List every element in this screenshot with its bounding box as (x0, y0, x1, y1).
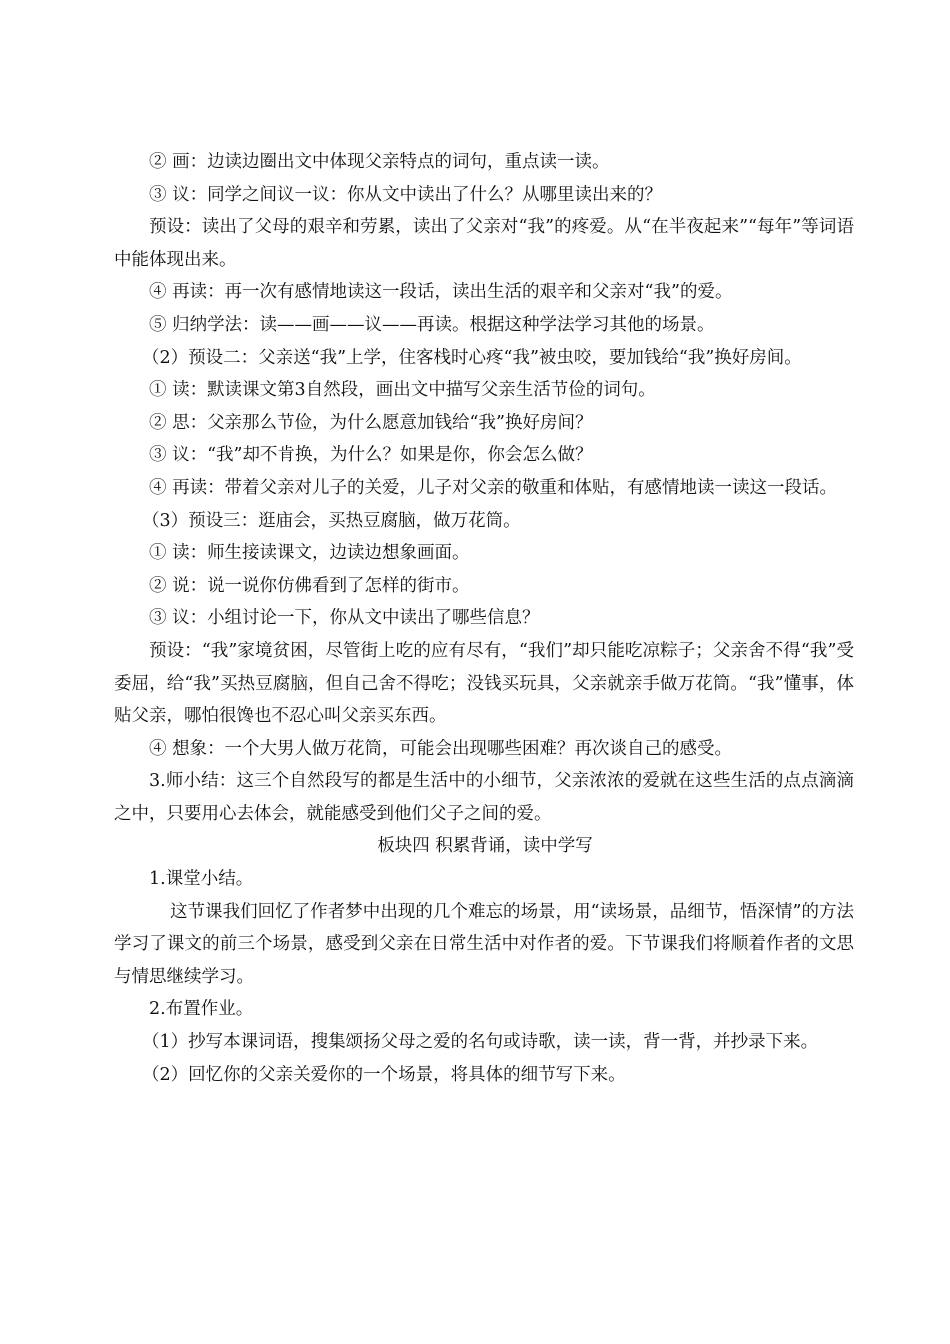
preset-three-say: ② 说：说一说你仿佛看到了怎样的街市。 (149, 575, 470, 596)
step-circle: ② 画：边读边圈出文中体现父亲特点的词句，重点读一读。 (149, 152, 610, 172)
preset-two: （2）预设二：父亲送“我”上学，住客栈时心疼“我”被虫咬，要加钱给“我”换好房间。 (142, 347, 802, 368)
preset-two-reread: ④ 再读：带着父亲对儿子的关爱，儿子对父亲的敬重和体贴，有感情地读一读这一段话。 (149, 477, 838, 498)
section-heading: 板块四 积累背诵，读中学写 (377, 836, 593, 857)
step-discuss: ③ 议：同学之间议一议：你从文中读出了什么？从哪里读出来的？ (149, 184, 663, 205)
homework-item-2: （2）回忆你的父亲关爱你的一个场景，将具体的细节写下来。 (142, 1064, 626, 1085)
homework-title: 2.布置作业。 (149, 999, 254, 1020)
step-reread: ④ 再读：再一次有感情地读这一段话，读出生活的艰辛和父亲对“我”的爱。 (149, 282, 733, 303)
teacher-summary: 3.师小结：这三个自然段写的都是生活中的小细节，父亲浓浓的爱就在这些生活的点点滴滴之中，只要用心去体会，就能感受到他们父子之间的爱。 (114, 771, 854, 824)
preset-answer-3: 预设：“我”家境贫困，尽管街上吃的应有尽有，“我们”却只能吃凉粽子；父亲舍不得“我”受委屈，给“我”买热豆腐脑，但自己舍不得吃；没钱买玩具，父亲就亲手做万花筒。“我”懂事，体贴父亲，哪怕很馋也不忍心叫父亲买东西。 (114, 640, 854, 727)
preset-two-think: ② 思：父亲那么节俭，为什么愿意加钱给“我”换好房间？ (149, 412, 593, 433)
preset-three-imagine: ④ 想象：一个大男人做万花筒，可能会出现哪些困难？再次谈自己的感受。 (149, 738, 733, 759)
document-page (114, 146, 854, 1091)
class-summary-text: 这节课我们回忆了作者梦中出现的几个难忘的场景，用“读场景，品细节，悟深情”的方法学习了课文的前三个场景，感受到父亲在日常生活中对作者的爱。下节课我们将顺着作者的文思与情思继续学习。 (114, 901, 854, 987)
homework-item-1: （1）抄写本课词语，搜集颂扬父母之爱的名句或诗歌，读一读，背一背，并抄录下来。 (142, 1032, 819, 1053)
preset-two-discuss: ③ 议：“我”却不肯换，为什么？如果是你，你会怎么做？ (149, 445, 593, 466)
preset-two-read: ① 读：默读课文第3自然段，画出文中描写父亲生活节俭的词句。 (149, 380, 656, 401)
preset-answer-1: 预设：读出了父母的艰辛和劳累，读出了父亲对“我”的疼爱。从“在半夜起来”“每年”等词语中能体现出来。 (114, 217, 854, 270)
step-summary-method: ⑤ 归纳学法：读——画——议——再读。根据这种学法学习其他的场景。 (149, 314, 715, 335)
preset-three-read: ① 读：师生接读课文，边读边想象画面。 (149, 543, 470, 564)
preset-three: （3）预设三：逛庙会，买热豆腐脑，做万花筒。 (142, 510, 521, 531)
class-summary-title: 1.课堂小结。 (149, 869, 254, 890)
preset-three-discuss: ③ 议：小组讨论一下，你从文中读出了哪些信息？ (149, 608, 540, 629)
